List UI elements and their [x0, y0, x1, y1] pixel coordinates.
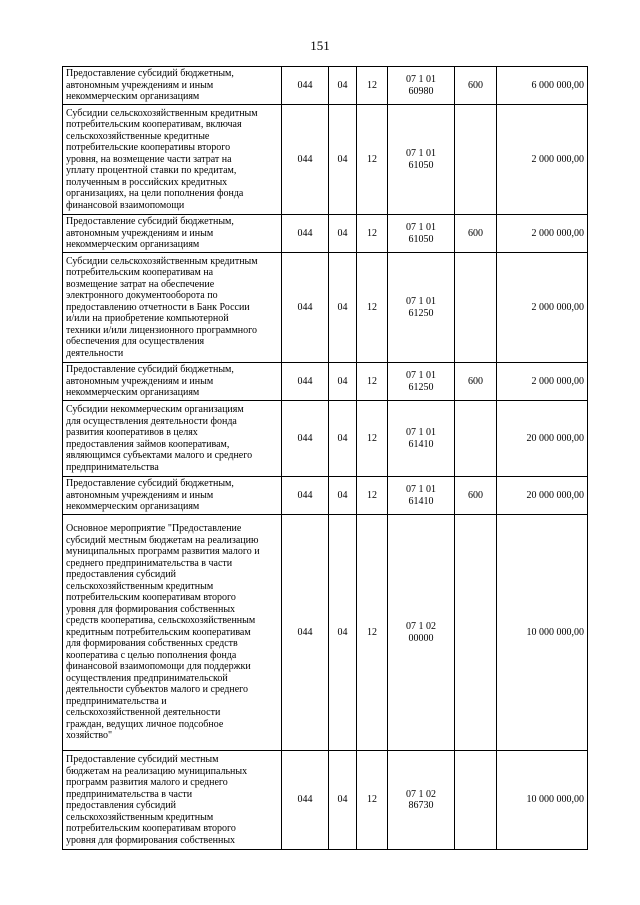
section-code: 04	[329, 363, 357, 401]
section-code: 04	[329, 67, 357, 105]
ministry-code: 044	[282, 67, 329, 105]
section-code: 04	[329, 477, 357, 515]
ministry-code: 044	[282, 105, 329, 215]
target-article-code: 07 1 02 00000	[388, 515, 455, 751]
expense-type-code: 600	[455, 363, 497, 401]
amount: 6 000 000,00	[497, 67, 588, 105]
ministry-code: 044	[282, 477, 329, 515]
subsection-code: 12	[357, 515, 388, 751]
table-row	[63, 401, 588, 477]
ministry-code: 044	[282, 515, 329, 751]
table-row	[63, 515, 588, 751]
budget-table	[62, 66, 588, 850]
amount: 20 000 000,00	[497, 477, 588, 515]
expense-type-code: 600	[455, 477, 497, 515]
subsection-code: 12	[357, 751, 388, 850]
row-name: Субсидии некоммерческим организациям для осуществления деятельности фонда развития кооперативов в целях предоставления займов кооперативам, являющимся субъектами малого и среднего предпринимательства	[63, 401, 282, 477]
table-row	[63, 363, 588, 401]
table-row	[63, 105, 588, 215]
expense-type-code	[455, 253, 497, 363]
expense-type-code	[455, 401, 497, 477]
amount: 2 000 000,00	[497, 105, 588, 215]
target-article-code: 07 1 01 61050	[388, 105, 455, 215]
table-row	[63, 67, 588, 105]
amount: 20 000 000,00	[497, 401, 588, 477]
subsection-code: 12	[357, 253, 388, 363]
table-row	[63, 751, 588, 850]
target-article-code: 07 1 01 60980	[388, 67, 455, 105]
row-name: Предоставление субсидий местным бюджетам на реализацию муниципальных программ развития малого и среднего предпринимательства в части предоставления субсидий сельскохозяйственным кредитным потребительским кооперативам второго уровня для формирования собственных	[63, 751, 282, 850]
subsection-code: 12	[357, 67, 388, 105]
expense-type-code: 600	[455, 215, 497, 253]
target-article-code: 07 1 01 61250	[388, 363, 455, 401]
amount: 2 000 000,00	[497, 363, 588, 401]
target-article-code: 07 1 01 61410	[388, 401, 455, 477]
target-article-code: 07 1 01 61250	[388, 253, 455, 363]
row-name: Основное мероприятие "Предоставление субсидий местным бюджетам на реализацию муниципальных программ развития малого и среднего предпринимательства в части предоставления субсидий сельскохозяйственным кредитным потребительским кооперативам второго уровня для формирования собственных средств кооператива, сельскохозяйственным кредитным потребительским кооперативам для формирования собственных средств кооператива с целью пополнения фонда финансовой взаимопомощи для поддержки осуществления предпринимательской деятельности субъектов малого и среднего предпринимательства и сельскохозяйственной деятельности граждан, ведущих личное подсобное хозяйство"	[63, 515, 282, 751]
table-row	[63, 477, 588, 515]
section-code: 04	[329, 105, 357, 215]
subsection-code: 12	[357, 477, 388, 515]
section-code: 04	[329, 215, 357, 253]
row-name: Предоставление субсидий бюджетным, автономным учреждениям и иным некоммерческим организациям	[63, 477, 282, 515]
amount: 10 000 000,00	[497, 515, 588, 751]
ministry-code: 044	[282, 253, 329, 363]
amount: 2 000 000,00	[497, 215, 588, 253]
row-name: Субсидии сельскохозяйственным кредитным потребительским кооперативам на возмещение затрат на обеспечение электронного документооборота по предоставлению отчетности в Банк России и/или на приобретение компьютерной техники и/или лицензионного программного обеспечения для осуществления деятельности	[63, 253, 282, 363]
subsection-code: 12	[357, 401, 388, 477]
subsection-code: 12	[357, 105, 388, 215]
target-article-code: 07 1 01 61410	[388, 477, 455, 515]
expense-type-code	[455, 515, 497, 751]
row-name: Предоставление субсидий бюджетным, автономным учреждениям и иным некоммерческим организациям	[63, 363, 282, 401]
subsection-code: 12	[357, 215, 388, 253]
amount: 10 000 000,00	[497, 751, 588, 850]
expense-type-code	[455, 751, 497, 850]
amount: 2 000 000,00	[497, 253, 588, 363]
page-number: 151	[310, 38, 330, 53]
row-name: Предоставление субсидий бюджетным, автономным учреждениям и иным некоммерческим организациям	[63, 67, 282, 105]
row-name: Предоставление субсидий бюджетным, автономным учреждениям и иным некоммерческим организациям	[63, 215, 282, 253]
expense-type-code: 600	[455, 67, 497, 105]
ministry-code: 044	[282, 215, 329, 253]
ministry-code: 044	[282, 363, 329, 401]
table-row	[63, 253, 588, 363]
section-code: 04	[329, 253, 357, 363]
table-row	[63, 215, 588, 253]
section-code: 04	[329, 515, 357, 751]
expense-type-code	[455, 105, 497, 215]
section-code: 04	[329, 751, 357, 850]
target-article-code: 07 1 01 61050	[388, 215, 455, 253]
ministry-code: 044	[282, 751, 329, 850]
row-name: Субсидии сельскохозяйственным кредитным потребительским кооперативам, включая сельскохозяйственные кредитные потребительские кооперативы второго уровня, на возмещение части затрат на уплату процентной ставки по кредитам, полученным в российских кредитных организациях, на цели пополнения фонда финансовой взаимопомощи	[63, 105, 282, 215]
subsection-code: 12	[357, 363, 388, 401]
section-code: 04	[329, 401, 357, 477]
target-article-code: 07 1 02 86730	[388, 751, 455, 850]
ministry-code: 044	[282, 401, 329, 477]
